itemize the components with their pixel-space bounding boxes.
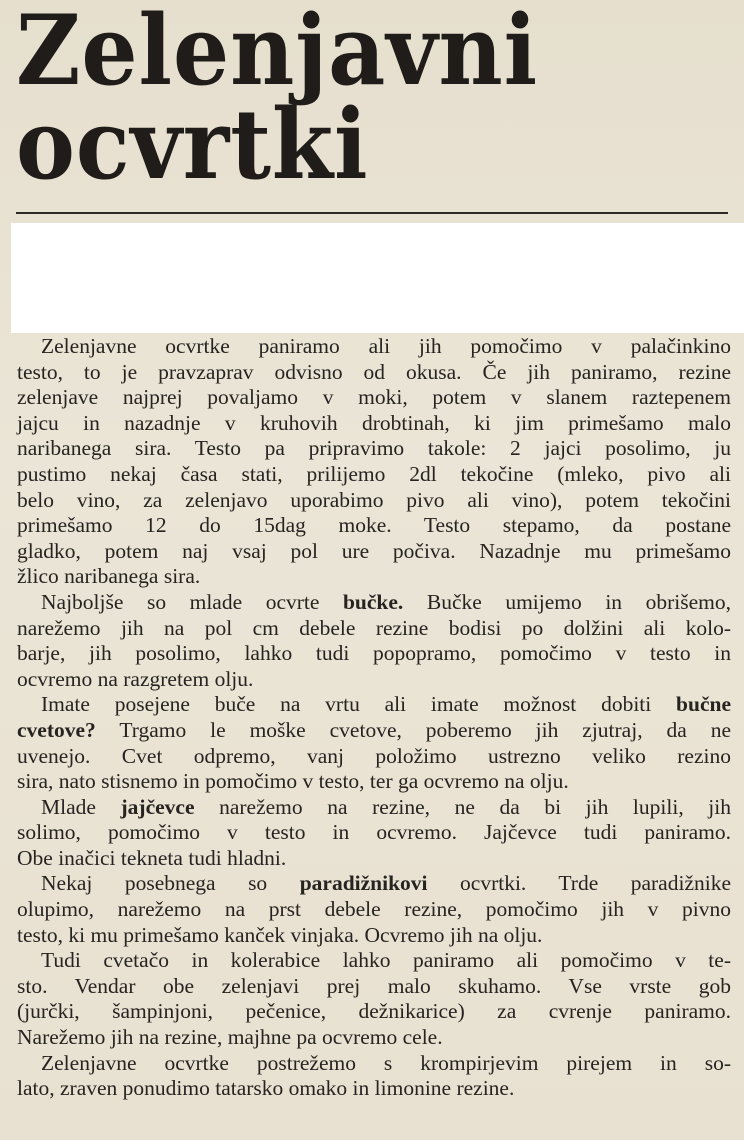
text-line: naribanega sira. Testo pa pripravimo takole: 2 jajci posolimo, ju (17, 436, 731, 461)
text-line: sto. Vendar obe zelenjavi prej malo skuhamo. Vse vrste gob (17, 973, 731, 998)
paragraph-tomato (17, 871, 731, 948)
text-line: testo, to je pravzaprav odvisno od okusa. Če jih paniramo, rezine (17, 359, 731, 384)
headline-divider (16, 212, 728, 214)
text-line: olupimo, narežemo na prst debele rezine, pomočimo jih v pivno (17, 897, 731, 922)
keyword-zucchini: bučke. (342, 589, 404, 614)
keyword-tomato: paradižnikovi (299, 871, 428, 896)
text-line: Tudi cvetačo in kolerabice lahko paniramo ali pomočimo v te- (41, 948, 731, 973)
text-line: uvenejo. Cvet odpremo, vanj položimo ustrezno veliko rezino (17, 743, 731, 768)
text-line: žlico naribanega sira. (17, 564, 201, 589)
text-line: solimo, pomočimo v testo in ocvremo. Jajčevce tudi paniramo. (17, 820, 731, 845)
paragraph-eggplant (17, 795, 731, 872)
text-line: Mlade jajčevce narežemo na rezine, ne da bi jih lupili, jih (41, 794, 731, 819)
text-line: ocvremo na razgretem olju. (17, 666, 254, 691)
paragraph-zucchini (17, 590, 731, 692)
paragraph-intro (17, 334, 731, 590)
article-headline (16, 0, 678, 201)
text-line: cvetove? Trgamo le moške cvetove, poberemo jih zjutraj, da ne (17, 717, 731, 742)
text-line: Najboljše so mlade ocvrte bučke. Bučke umijemo in obrišemo, (41, 589, 731, 614)
text-line: (jurčki, šampinjoni, pečenice, dežnikarice) za cvrenje paniramo. (17, 999, 731, 1024)
text-line: Imate posejene buče na vrtu ali imate možnost dobiti bučne (41, 692, 731, 717)
text-line: Nekaj posebnega so paradižnikovi ocvrtki. Trde paradižnike (41, 871, 732, 896)
text-line: primešamo 12 do 15dag moke. Testo stepamo, da postane (17, 513, 731, 538)
text-line: Zelenjavne ocvrtke paniramo ali jih pomočimo v palačinkino (41, 334, 731, 358)
text-line: barje, jih posolimo, lahko tudi popopramo, pomočimo v testo in (17, 641, 731, 666)
keyword-eggplant: jajčevce (120, 794, 195, 819)
keyword-flowers: cvetove? (17, 717, 96, 742)
article-body (17, 334, 731, 1102)
text-line: pustimo nekaj časa stati, prilijemo 2dl tekočine (mleko, pivo ali (17, 461, 731, 486)
text-line: zelenjave najprej povaljamo v moki, potem v slanem raztepenem (17, 385, 731, 410)
keyword-squash-flowers: bučne (676, 692, 731, 717)
blank-image-area (11, 223, 744, 333)
text-line: narežemo jih na pol cm debele rezine bodisi po dolžini ali kolo- (17, 615, 731, 640)
text-line: belo vino, za zelenjavo uporabimo pivo ali vino), potem tekočini (17, 487, 731, 512)
paragraph-cauliflower (17, 948, 731, 1050)
text-line: testo, ki mu primešamo kanček vinjaka. Ocvremo jih na olju. (17, 922, 543, 947)
paragraph-flowers (17, 692, 731, 794)
headline-line-1: Zelenjavni (16, 0, 539, 107)
text-line: Zelenjavne ocvrtke postrežemo s krompirjevim pirejem in so- (41, 1050, 731, 1075)
paragraph-serving (17, 1051, 731, 1102)
text-line: lato, zraven ponudimo tatarsko omako in limonine rezine. (17, 1076, 515, 1101)
text-line: Obe inačici tekneta tudi hladni. (17, 845, 287, 870)
text-line: jajcu in nazadnje v kruhovih drobtinah, ki jim primešamo malo (17, 410, 731, 435)
text-line: gladko, potem naj vsaj pol ure počiva. Nazadnje mu primešamo (17, 538, 731, 563)
headline-line-2: ocvrtki (16, 88, 369, 201)
text-line: sira, nato stisnemo in pomočimo v testo, ter ga ocvremo na olju. (17, 769, 569, 794)
text-line: Narežemo jih na rezine, majhne pa ocvremo cele. (17, 1025, 443, 1050)
